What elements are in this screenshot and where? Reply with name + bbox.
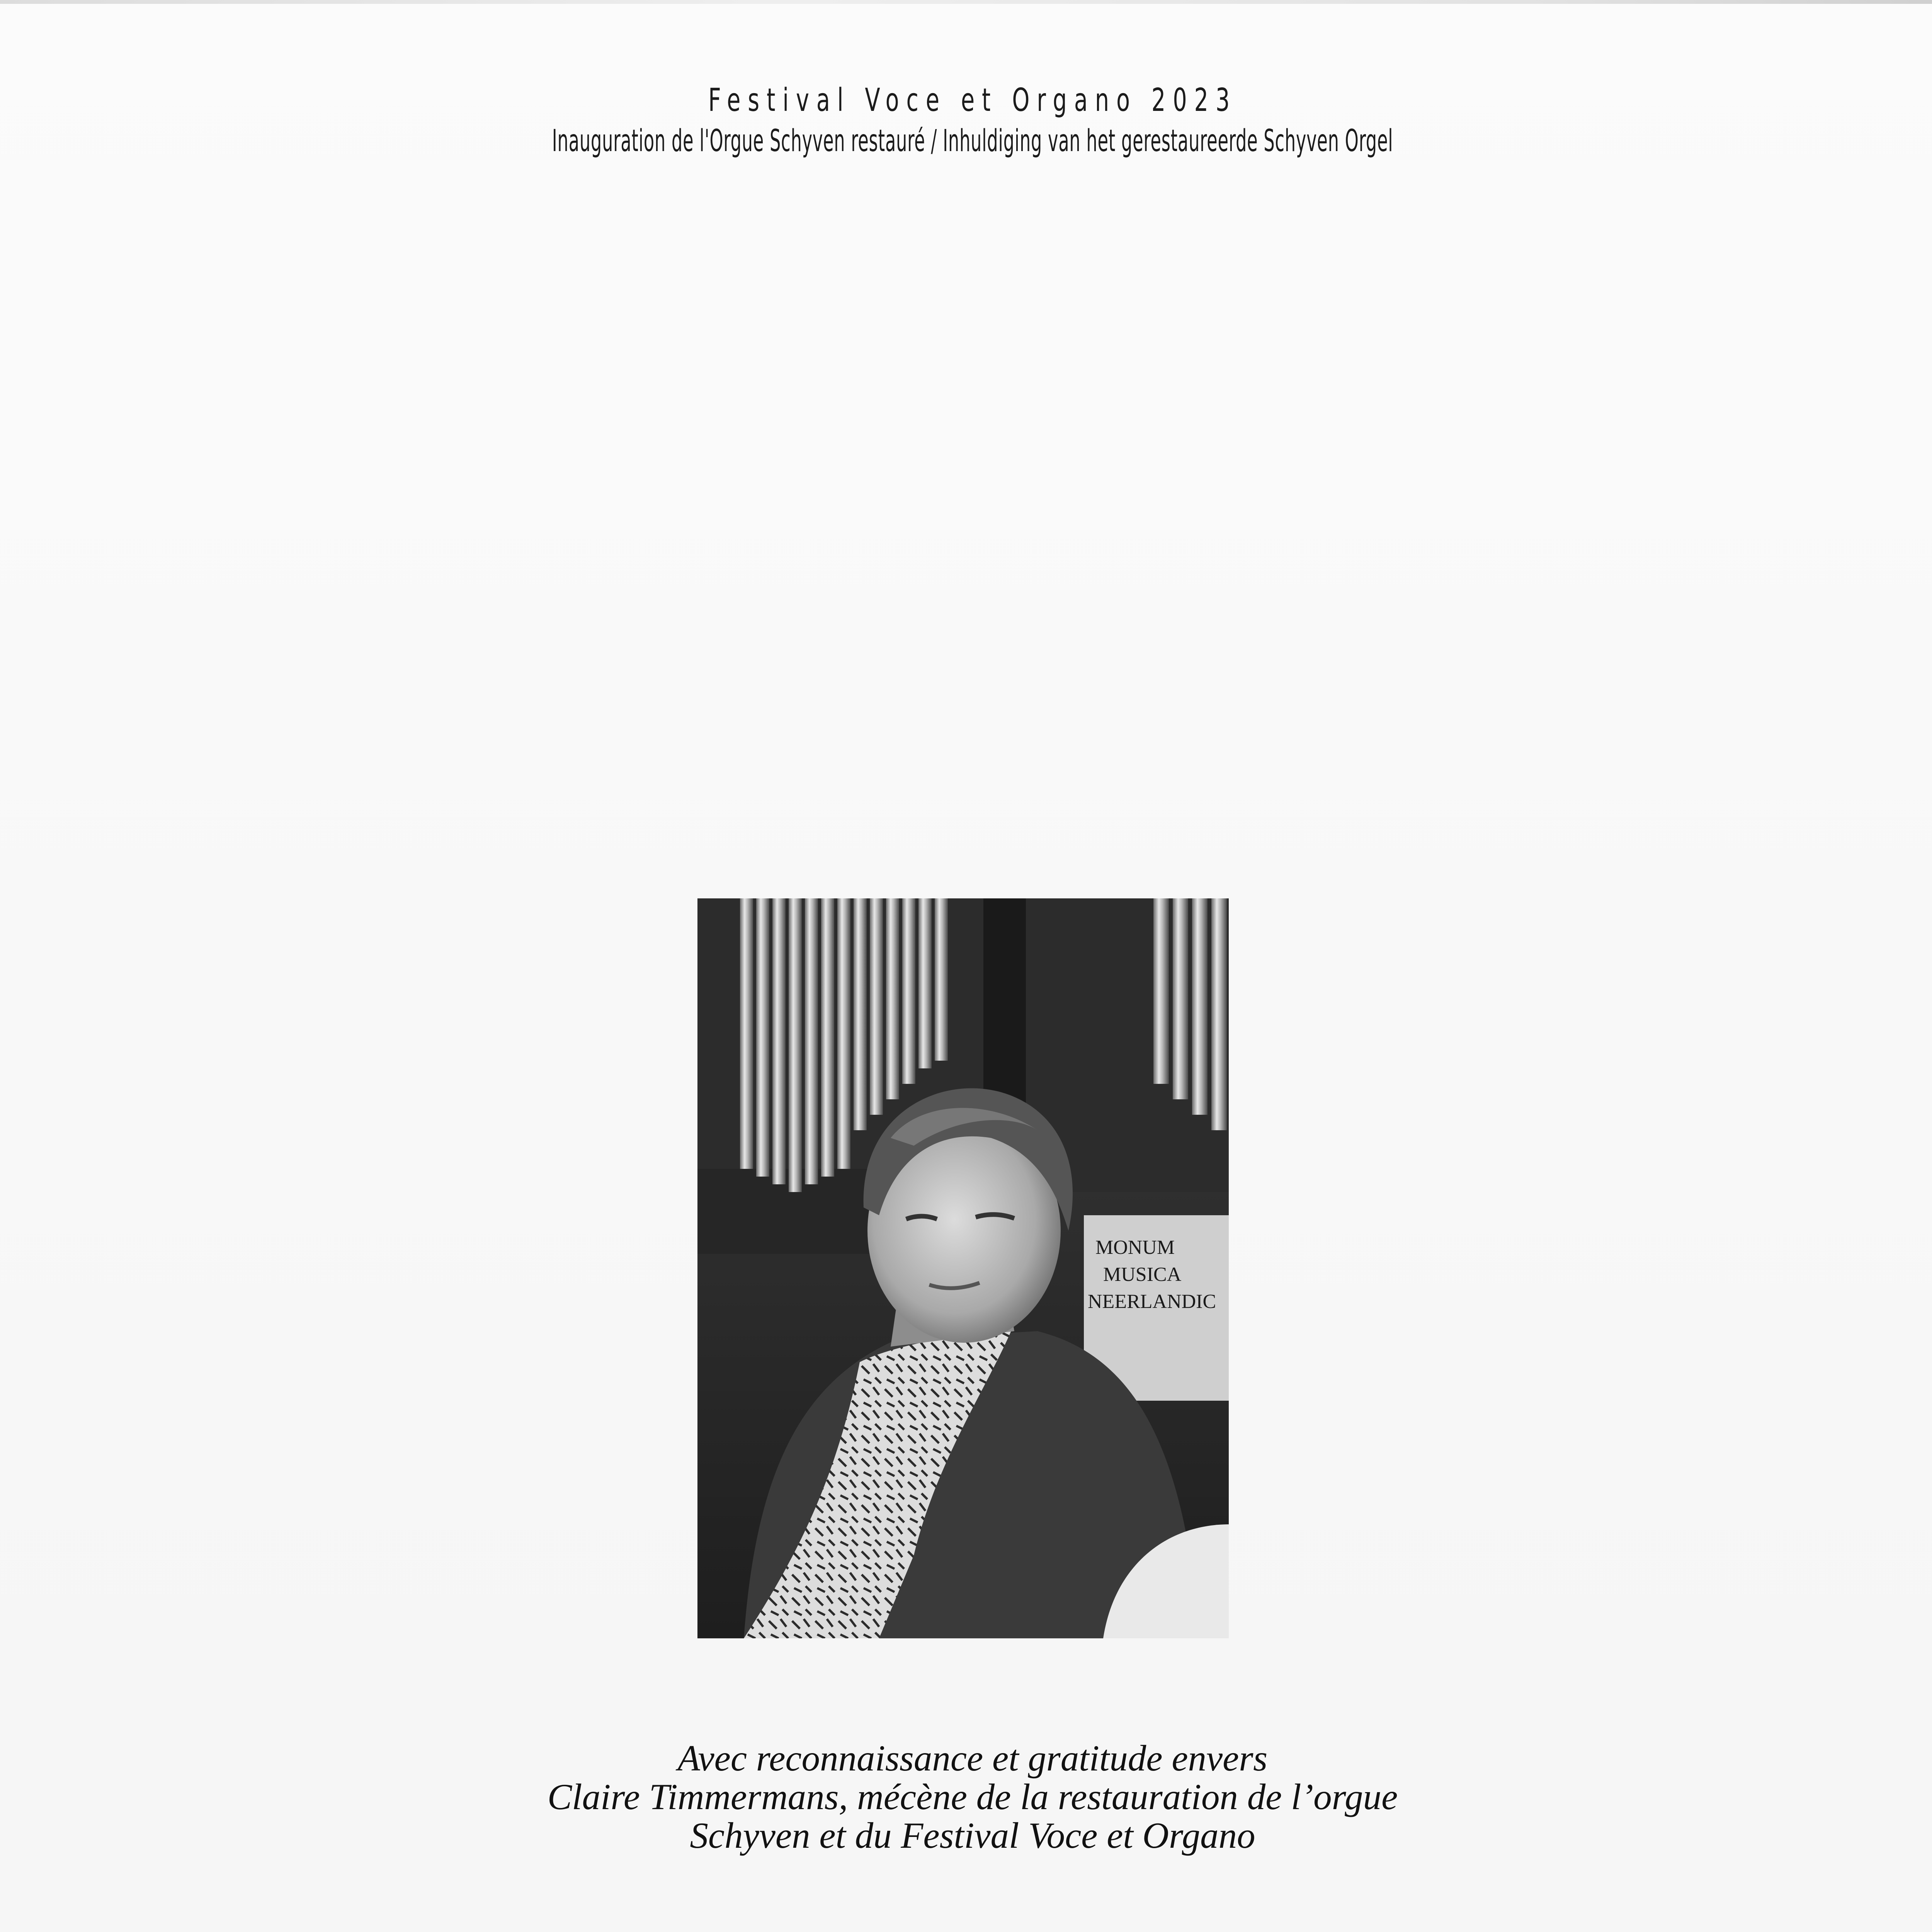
caption-line: Schyven et du Festival Voce et Organo — [690, 1815, 1255, 1856]
page-top-edge — [0, 0, 1932, 4]
caption-line: Avec reconnaissance et gratitude envers — [677, 1738, 1268, 1779]
festival-title: Festival Voce et Organo 2023 — [708, 82, 1237, 119]
portrait-photo-image — [697, 898, 1229, 1638]
sign-line: MONUM — [1095, 1236, 1175, 1259]
sign-line: MUSICA — [1103, 1264, 1182, 1286]
page-header — [0, 79, 1932, 160]
portrait-photo — [697, 898, 1229, 1638]
sign-line: NEERLANDIC — [1088, 1291, 1216, 1313]
caption-line: Claire Timmermans, mécène de la restauration de l’orgue — [547, 1776, 1398, 1817]
caption-french — [0, 1739, 1932, 1855]
festival-subtitle: Inauguration de l'Orgue Schyven restauré / Inhuldiging van het gerestaureerde Schyven Orgel — [552, 124, 1393, 158]
